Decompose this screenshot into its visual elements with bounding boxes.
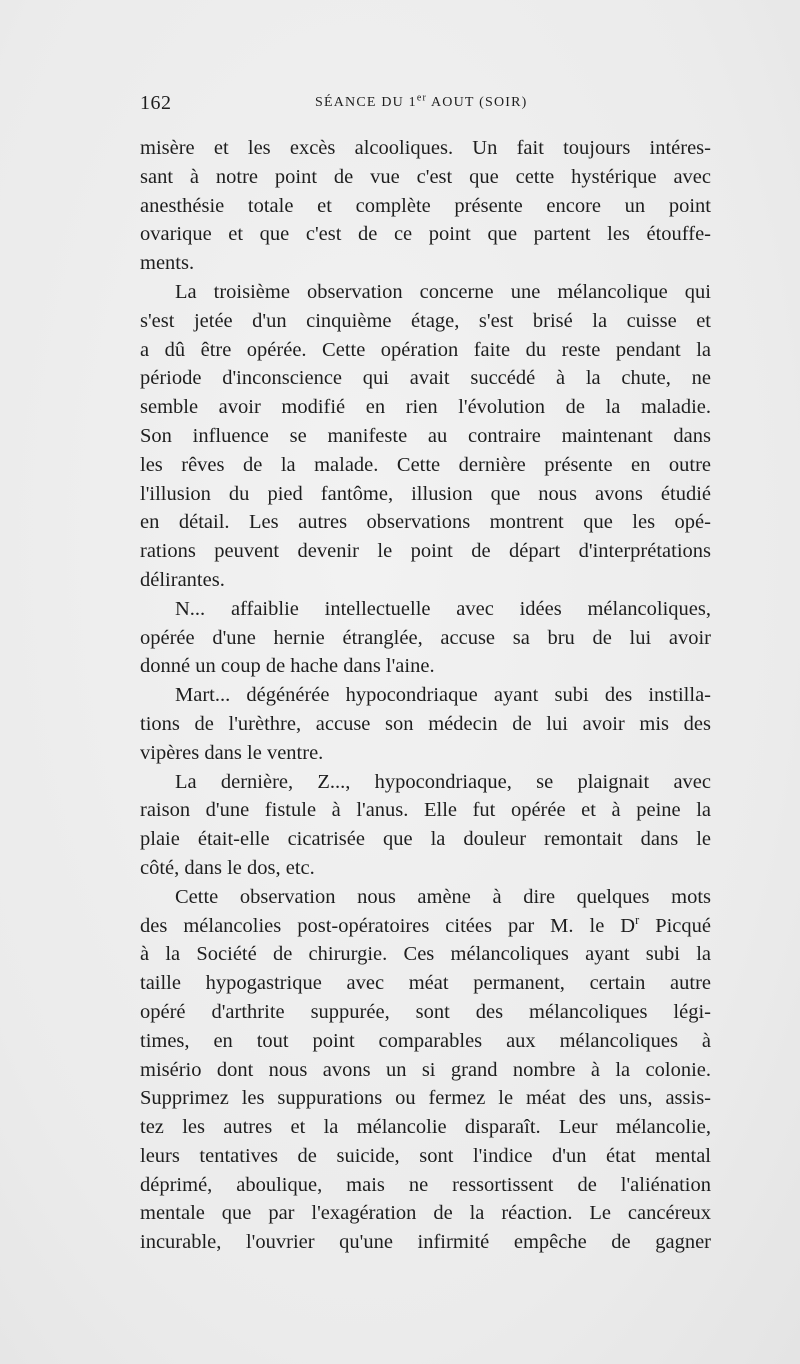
- text-line: [140, 768, 711, 797]
- line-text: ments.: [140, 252, 195, 275]
- text-line: [140, 710, 711, 739]
- text-line: [140, 537, 711, 566]
- line-text: donné un coup de hache dans l'aine.: [140, 655, 435, 678]
- body-text: [140, 134, 711, 1257]
- text-line: [140, 739, 711, 768]
- text-line: [140, 1199, 711, 1228]
- text-line: [140, 393, 711, 422]
- text-line: [140, 480, 711, 509]
- text-line: [140, 624, 711, 653]
- text-line: [140, 998, 711, 1027]
- text-line: [140, 508, 711, 537]
- line-text: tions de l'urèthre, accuse son médecin de lui avoir mis des: [140, 712, 711, 735]
- line-text: Mart... dégénérée hypocondriaque ayant subi des instilla-: [175, 684, 711, 707]
- text-line: [140, 364, 711, 393]
- line-superscript: r: [635, 912, 640, 927]
- line-text: La troisième observation concerne une mélancolique qui: [175, 280, 711, 303]
- text-line: [140, 825, 711, 854]
- line-text: sant à notre point de vue c'est que cette hystérique avec: [140, 165, 711, 188]
- text-line: [140, 336, 711, 365]
- line-text: opéré d'arthrite suppurée, sont des mélancoliques légi-: [140, 1000, 711, 1023]
- text-line: [140, 854, 711, 883]
- line-text: taille hypogastrique avec méat permanent, certain autre: [140, 972, 711, 995]
- text-line: [140, 278, 711, 307]
- text-line: [140, 883, 711, 912]
- text-line: [140, 566, 711, 595]
- text-line: [140, 163, 711, 192]
- line-text: times, en tout point comparables aux mélancoliques à: [140, 1029, 711, 1052]
- text-line: [140, 220, 711, 249]
- line-text: les rêves de la malade. Cette dernière présente en outre: [140, 453, 711, 476]
- line-text: à la Société de chirurgie. Ces mélancoliques ayant subi la: [140, 943, 711, 966]
- line-text: mentale que par l'exagération de la réaction. Le cancéreux: [140, 1202, 711, 1225]
- text-line: [140, 1228, 711, 1257]
- text-line: [140, 422, 711, 451]
- line-text: N... affaiblie intellectuelle avec idées mélancoliques,: [175, 597, 711, 620]
- line-text: vipères dans le ventre.: [140, 741, 324, 764]
- line-text: plaie était-elle cicatrisée que la douleur remontait dans le: [140, 828, 711, 851]
- line-text: semble avoir modifié en rien l'évolution de la maladie.: [140, 396, 711, 419]
- line-text: rations peuvent devenir le point de départ d'interprétations: [140, 540, 711, 563]
- text-line: [140, 1142, 711, 1171]
- text-line: [140, 595, 711, 624]
- running-head-sup: er: [416, 92, 428, 104]
- text-line: [140, 652, 711, 681]
- line-text: misère et les excès alcooliques. Un fait toujours intéres-: [140, 137, 711, 159]
- line-text: Cette observation nous amène à dire quelques mots: [175, 885, 711, 908]
- page-header: [140, 92, 711, 116]
- text-line: [140, 912, 711, 941]
- text-line: [140, 192, 711, 221]
- running-head: [315, 92, 528, 111]
- line-text: Supprimez les suppurations ou fermez le méat des uns, assis-: [140, 1087, 711, 1110]
- line-text: s'est jetée d'un cinquième étage, s'est brisé la cuisse et: [140, 309, 711, 332]
- line-text: raison d'une fistule à l'anus. Elle fut opérée et à peine la: [140, 799, 711, 822]
- line-text: opérée d'une hernie étranglée, accuse sa bru de lui avoir: [140, 626, 711, 649]
- text-line: [140, 1171, 711, 1200]
- line-text: délirantes.: [140, 568, 225, 591]
- text-line: [140, 1027, 711, 1056]
- line-text: tez les autres et la mélancolie disparaît. Leur mélancolie,: [140, 1116, 711, 1139]
- text-line: [140, 969, 711, 998]
- line-text: La dernière, Z..., hypocondriaque, se plaignait avec: [175, 770, 711, 793]
- line-text: anesthésie totale et complète présente encore un point: [140, 194, 711, 217]
- line-text: misério dont nous avons un si grand nombre à la colonie.: [140, 1058, 711, 1081]
- text-line: [140, 1056, 711, 1085]
- page-number: 162: [140, 92, 172, 114]
- line-text: en détail. Les autres observations montrent que les opé-: [140, 511, 711, 534]
- line-text: Son influence se manifeste au contraire maintenant dans: [140, 424, 711, 447]
- line-text: des mélancolies post-opératoires citées par M. le D: [140, 914, 636, 937]
- line-text: côté, dans le dos, etc.: [140, 856, 315, 879]
- line-text: leurs tentatives de suicide, sont l'indice d'un état mental: [140, 1144, 711, 1167]
- text-line: [140, 1084, 711, 1113]
- line-text: ovarique et que c'est de ce point que partent les étouffe-: [140, 223, 711, 246]
- text-line: [140, 940, 711, 969]
- text-line: [140, 1113, 711, 1142]
- running-head-post: AOUT (SOIR): [427, 95, 528, 110]
- text-line: [140, 249, 711, 278]
- text-line: [140, 307, 711, 336]
- running-head-pre: SÉANCE DU 1: [315, 95, 417, 110]
- text-line: [140, 451, 711, 480]
- line-text: incurable, l'ouvrier qu'une infirmité empêche de gagner: [140, 1231, 711, 1254]
- line-text: l'illusion du pied fantôme, illusion que nous avons étudié: [140, 482, 711, 505]
- line-text: déprimé, aboulique, mais ne ressortissent de l'aliénation: [140, 1173, 711, 1196]
- line-text-after: Picqué: [639, 914, 711, 937]
- text-line: [140, 796, 711, 825]
- line-text: période d'inconscience qui avait succédé à la chute, ne: [140, 367, 711, 390]
- text-line: [140, 134, 711, 163]
- line-text: a dû être opérée. Cette opération faite du reste pendant la: [140, 338, 711, 361]
- text-line: [140, 681, 711, 710]
